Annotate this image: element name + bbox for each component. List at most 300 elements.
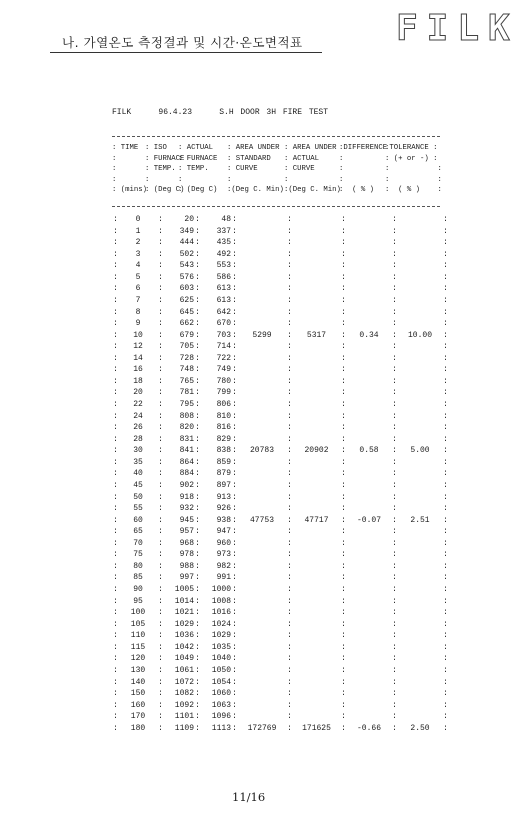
column-separator: : bbox=[113, 226, 118, 236]
column-separator: : bbox=[195, 342, 200, 352]
column-separator: : bbox=[195, 307, 200, 317]
table-cell bbox=[398, 468, 442, 480]
table-cell: 625 bbox=[179, 295, 194, 305]
table-cell: 838 bbox=[216, 446, 231, 456]
table-cell bbox=[238, 387, 286, 399]
column-separator: : bbox=[113, 342, 118, 352]
column-separator: : bbox=[158, 238, 163, 248]
column-separator: : bbox=[113, 434, 118, 444]
header-cell: : (mins) bbox=[112, 186, 148, 194]
column-separator: : bbox=[443, 319, 448, 329]
table-cell bbox=[347, 526, 391, 538]
column-separator: : bbox=[443, 677, 448, 687]
table-row bbox=[112, 399, 449, 411]
temperature-table bbox=[112, 214, 449, 734]
table-cell bbox=[293, 457, 340, 469]
table-cell: 1049 bbox=[174, 654, 194, 664]
table-cell bbox=[347, 307, 391, 319]
table-cell bbox=[347, 538, 391, 550]
table-cell: 4 bbox=[135, 261, 141, 271]
table-cell bbox=[293, 411, 340, 423]
table-cell: 502 bbox=[179, 249, 194, 259]
table-cell: 150 bbox=[130, 689, 146, 699]
table-cell: 670 bbox=[216, 319, 231, 329]
column-separator: : bbox=[287, 457, 292, 467]
table-cell: 1005 bbox=[174, 585, 194, 594]
table-cell bbox=[293, 249, 340, 261]
table-cell: 884 bbox=[179, 469, 194, 479]
column-separator: : bbox=[392, 723, 397, 733]
column-separator: : bbox=[113, 515, 118, 525]
column-separator: : bbox=[287, 504, 292, 514]
table-cell bbox=[347, 249, 391, 261]
table-cell: 22 bbox=[133, 400, 143, 409]
column-separator: : bbox=[158, 504, 163, 514]
table-cell bbox=[238, 526, 286, 538]
column-separator: : bbox=[392, 307, 397, 317]
table-cell: 5.00 bbox=[410, 446, 430, 456]
column-separator: : bbox=[287, 261, 292, 271]
table-row bbox=[112, 677, 449, 689]
column-separator: : bbox=[232, 434, 237, 444]
table-cell bbox=[347, 376, 391, 388]
table-cell: 45 bbox=[133, 480, 143, 490]
table-row bbox=[112, 364, 449, 376]
table-cell bbox=[293, 630, 340, 642]
column-separator: : bbox=[341, 550, 346, 560]
column-separator: : bbox=[287, 249, 292, 259]
column-separator: : bbox=[287, 689, 292, 699]
table-cell bbox=[293, 422, 340, 434]
column-separator: : bbox=[341, 423, 346, 433]
table-cell bbox=[293, 677, 340, 689]
column-separator: : bbox=[287, 723, 292, 733]
column-separator: : bbox=[113, 400, 118, 409]
table-cell: 926 bbox=[216, 504, 231, 514]
table-cell bbox=[398, 630, 442, 642]
table-cell bbox=[293, 711, 340, 723]
column-separator: : bbox=[341, 631, 346, 641]
column-separator: : bbox=[443, 550, 448, 560]
table-cell: 1000 bbox=[211, 585, 231, 594]
column-separator: : bbox=[392, 446, 397, 456]
table-cell: 957 bbox=[179, 527, 194, 537]
column-separator: : bbox=[341, 608, 346, 618]
table-cell: 5317 bbox=[306, 330, 327, 340]
table-cell: 810 bbox=[216, 411, 231, 421]
column-separator: : bbox=[232, 423, 237, 433]
column-separator: : bbox=[392, 538, 397, 548]
column-separator: : bbox=[392, 689, 397, 699]
column-separator: : bbox=[341, 272, 346, 282]
header-cell: : CURVE bbox=[227, 165, 258, 173]
table-cell: 968 bbox=[179, 538, 194, 548]
column-separator: : bbox=[443, 457, 448, 467]
column-separator: : bbox=[443, 295, 448, 305]
column-separator: : bbox=[287, 642, 292, 652]
column-separator: : bbox=[341, 573, 346, 583]
table-cell bbox=[238, 318, 286, 330]
column-separator: : bbox=[158, 307, 163, 317]
table-row bbox=[112, 445, 449, 457]
column-separator: : bbox=[232, 319, 237, 329]
table-cell: 18 bbox=[133, 376, 143, 386]
column-separator: : bbox=[232, 631, 237, 641]
table-row bbox=[112, 515, 449, 527]
header-cell: : ( % ) bbox=[339, 186, 375, 194]
column-separator: : bbox=[232, 400, 237, 409]
header-cell: : bbox=[339, 165, 344, 173]
table-cell: 60 bbox=[133, 515, 143, 525]
table-cell: -0.07 bbox=[356, 515, 381, 525]
table-cell: 1029 bbox=[174, 619, 194, 629]
column-separator: : bbox=[392, 434, 397, 444]
column-separator: : bbox=[113, 700, 118, 710]
column-separator: : bbox=[113, 307, 118, 317]
column-separator: : bbox=[195, 504, 200, 514]
table-cell: 1050 bbox=[211, 665, 231, 675]
table-cell: 0 bbox=[135, 215, 141, 224]
table-cell: 1072 bbox=[174, 677, 194, 687]
table-cell: 2 bbox=[135, 238, 141, 248]
table-cell: 75 bbox=[133, 550, 143, 560]
column-separator: : bbox=[287, 480, 292, 490]
column-separator: : bbox=[287, 492, 292, 502]
table-cell: 1040 bbox=[211, 654, 231, 664]
table-cell: 435 bbox=[216, 238, 231, 248]
column-separator: : bbox=[341, 538, 346, 548]
column-separator: : bbox=[287, 284, 292, 294]
column-separator: : bbox=[158, 376, 163, 386]
column-separator: : bbox=[443, 446, 448, 456]
column-separator: : bbox=[232, 272, 237, 282]
column-separator: : bbox=[392, 642, 397, 652]
table-cell: 1016 bbox=[211, 608, 231, 618]
table-cell: 841 bbox=[179, 446, 194, 456]
column-separator: : bbox=[392, 284, 397, 294]
column-separator: : bbox=[392, 596, 397, 606]
column-separator: : bbox=[195, 677, 200, 687]
column-separator: : bbox=[341, 585, 346, 594]
table-cell bbox=[293, 700, 340, 712]
table-cell: 171625 bbox=[302, 723, 331, 733]
column-separator: : bbox=[443, 434, 448, 444]
column-separator: : bbox=[232, 677, 237, 687]
table-cell: 7 bbox=[135, 295, 141, 305]
column-separator: : bbox=[113, 261, 118, 271]
table-cell bbox=[238, 283, 286, 295]
column-separator: : bbox=[392, 272, 397, 282]
table-cell: 722 bbox=[216, 353, 231, 363]
table-cell bbox=[293, 364, 340, 376]
table-cell: 30 bbox=[133, 446, 143, 456]
column-separator: : bbox=[113, 723, 118, 733]
column-separator: : bbox=[232, 446, 237, 456]
table-cell: 8 bbox=[135, 307, 141, 317]
column-separator: : bbox=[158, 677, 163, 687]
table-cell: 1096 bbox=[211, 712, 231, 722]
table-cell: 180 bbox=[130, 723, 146, 733]
table-cell: 829 bbox=[216, 434, 231, 444]
column-separator: : bbox=[232, 388, 237, 398]
table-cell: 918 bbox=[179, 492, 194, 502]
column-separator: : bbox=[341, 527, 346, 537]
column-separator: : bbox=[392, 677, 397, 687]
column-separator: : bbox=[443, 504, 448, 514]
column-separator: : bbox=[443, 330, 448, 340]
table-cell bbox=[293, 596, 340, 608]
table-cell bbox=[293, 468, 340, 480]
table-cell bbox=[398, 642, 442, 654]
column-separator: : bbox=[392, 527, 397, 537]
column-separator: : bbox=[113, 319, 118, 329]
column-separator: : bbox=[232, 504, 237, 514]
section-title: 나. 가열온도 측정결과 및 시간·온도면적표 bbox=[62, 35, 303, 50]
column-separator: : bbox=[232, 238, 237, 248]
table-row bbox=[112, 688, 449, 700]
column-separator: : bbox=[392, 631, 397, 641]
column-separator: : bbox=[158, 712, 163, 722]
table-cell bbox=[398, 318, 442, 330]
table-cell bbox=[238, 584, 286, 596]
table-cell bbox=[398, 526, 442, 538]
column-separator: : bbox=[113, 365, 118, 375]
table-cell bbox=[398, 249, 442, 261]
column-separator: : bbox=[113, 423, 118, 433]
table-row bbox=[112, 411, 449, 423]
table-cell bbox=[238, 653, 286, 665]
table-cell: 1060 bbox=[211, 689, 231, 699]
table-cell: 349 bbox=[179, 226, 194, 236]
table-cell: 714 bbox=[216, 342, 231, 352]
table-cell: 1021 bbox=[174, 608, 194, 618]
table-cell bbox=[398, 353, 442, 365]
table-row bbox=[112, 318, 449, 330]
column-separator: : bbox=[443, 527, 448, 537]
table-cell: -0.66 bbox=[356, 723, 381, 733]
header-cell: : ISO bbox=[145, 144, 167, 152]
column-separator: : bbox=[341, 677, 346, 687]
table-cell bbox=[398, 364, 442, 376]
table-cell bbox=[293, 376, 340, 388]
table-cell: 70 bbox=[133, 538, 143, 548]
column-separator: : bbox=[392, 550, 397, 560]
table-cell: 973 bbox=[216, 550, 231, 560]
column-separator: : bbox=[113, 561, 118, 571]
table-cell bbox=[398, 295, 442, 307]
table-cell bbox=[347, 561, 391, 573]
column-separator: : bbox=[158, 353, 163, 363]
column-separator: : bbox=[195, 411, 200, 421]
table-cell: 932 bbox=[179, 504, 194, 514]
table-cell bbox=[293, 492, 340, 504]
column-separator: : bbox=[158, 457, 163, 467]
column-separator: : bbox=[158, 400, 163, 409]
table-cell: 10.00 bbox=[407, 330, 432, 340]
column-separator: : bbox=[195, 457, 200, 467]
column-separator: : bbox=[443, 631, 448, 641]
table-row bbox=[112, 272, 449, 284]
table-cell bbox=[293, 480, 340, 492]
column-separator: : bbox=[158, 272, 163, 282]
table-cell bbox=[398, 492, 442, 504]
column-separator: : bbox=[195, 585, 200, 594]
table-cell: 105 bbox=[130, 619, 146, 629]
table-cell: 5299 bbox=[252, 330, 272, 340]
table-cell bbox=[398, 226, 442, 238]
table-cell bbox=[293, 561, 340, 573]
table-cell bbox=[398, 480, 442, 492]
column-separator: : bbox=[287, 515, 292, 525]
column-separator: : bbox=[113, 654, 118, 664]
column-separator: : bbox=[341, 307, 346, 317]
table-cell bbox=[347, 653, 391, 665]
column-separator: : bbox=[443, 226, 448, 236]
table-cell: 1014 bbox=[174, 596, 194, 606]
table-cell bbox=[398, 283, 442, 295]
column-separator: : bbox=[158, 573, 163, 583]
column-separator: : bbox=[158, 342, 163, 352]
table-cell bbox=[293, 688, 340, 700]
table-row bbox=[112, 584, 449, 596]
table-cell bbox=[347, 607, 391, 619]
table-cell: 613 bbox=[216, 295, 231, 305]
column-separator: : bbox=[287, 423, 292, 433]
table-cell bbox=[238, 538, 286, 550]
table-cell bbox=[347, 422, 391, 434]
table-row bbox=[112, 503, 449, 515]
column-separator: : bbox=[113, 272, 118, 282]
column-separator: : bbox=[341, 492, 346, 502]
table-cell: 902 bbox=[179, 480, 194, 490]
column-separator: : bbox=[232, 411, 237, 421]
table-cell bbox=[238, 422, 286, 434]
column-separator: : bbox=[392, 492, 397, 502]
table-cell bbox=[238, 596, 286, 608]
table-cell bbox=[238, 411, 286, 423]
column-separator: : bbox=[287, 561, 292, 571]
column-separator: : bbox=[443, 249, 448, 259]
column-separator: : bbox=[287, 608, 292, 618]
table-cell: 1061 bbox=[174, 665, 194, 675]
table-row bbox=[112, 307, 449, 319]
table-cell bbox=[347, 549, 391, 561]
column-separator: : bbox=[443, 654, 448, 664]
table-cell: 1109 bbox=[174, 723, 194, 733]
report-date: 96.4.23 bbox=[158, 108, 193, 117]
table-cell: 748 bbox=[179, 365, 194, 375]
column-separator: : bbox=[195, 573, 200, 583]
table-cell bbox=[398, 237, 442, 249]
header-cell: : bbox=[178, 175, 183, 184]
table-cell bbox=[293, 283, 340, 295]
column-separator: : bbox=[443, 376, 448, 386]
column-separator: : bbox=[287, 388, 292, 398]
table-cell bbox=[398, 607, 442, 619]
title-underline bbox=[50, 52, 322, 53]
column-separator: : bbox=[341, 400, 346, 409]
column-separator: : bbox=[341, 411, 346, 421]
column-separator: : bbox=[443, 619, 448, 629]
table-cell bbox=[347, 272, 391, 284]
table-cell: 879 bbox=[216, 469, 231, 479]
column-separator: : bbox=[232, 712, 237, 722]
column-separator: : bbox=[113, 480, 118, 490]
column-separator: : bbox=[158, 596, 163, 606]
table-cell: 662 bbox=[179, 319, 194, 329]
column-separator: : bbox=[341, 700, 346, 710]
column-separator: : bbox=[232, 342, 237, 352]
column-separator: : bbox=[392, 353, 397, 363]
column-separator: : bbox=[195, 319, 200, 329]
header-cell: : bbox=[145, 175, 150, 184]
table-cell: 1113 bbox=[211, 723, 231, 733]
column-separator: : bbox=[195, 538, 200, 548]
header-cell: : ( % ) : bbox=[385, 186, 442, 194]
table-row bbox=[112, 457, 449, 469]
table-cell bbox=[398, 572, 442, 584]
column-separator: : bbox=[232, 642, 237, 652]
column-separator: : bbox=[341, 342, 346, 352]
column-separator: : bbox=[232, 284, 237, 294]
column-separator: : bbox=[392, 665, 397, 675]
table-cell: 586 bbox=[216, 272, 231, 282]
column-separator: : bbox=[392, 423, 397, 433]
table-cell bbox=[347, 283, 391, 295]
column-separator: : bbox=[113, 585, 118, 594]
table-cell bbox=[293, 387, 340, 399]
column-separator: : bbox=[443, 700, 448, 710]
column-separator: : bbox=[195, 700, 200, 710]
column-separator: : bbox=[113, 215, 118, 224]
column-separator: : bbox=[158, 515, 163, 525]
table-cell bbox=[238, 214, 286, 226]
column-separator: : bbox=[113, 596, 118, 606]
column-separator: : bbox=[287, 353, 292, 363]
table-cell bbox=[347, 387, 391, 399]
header-cell: : STANDARD bbox=[227, 154, 271, 163]
table-cell bbox=[347, 584, 391, 596]
column-separator: : bbox=[195, 226, 200, 236]
column-separator: : bbox=[287, 215, 292, 224]
table-cell: 90 bbox=[133, 585, 143, 594]
column-separator: : bbox=[392, 365, 397, 375]
column-separator: : bbox=[341, 261, 346, 271]
column-separator: : bbox=[158, 608, 163, 618]
table-cell bbox=[347, 468, 391, 480]
table-cell: 0.34 bbox=[359, 330, 379, 340]
table-cell bbox=[398, 596, 442, 608]
column-separator: : bbox=[158, 480, 163, 490]
table-cell: 100 bbox=[130, 608, 146, 618]
column-separator: : bbox=[287, 550, 292, 560]
column-separator: : bbox=[443, 573, 448, 583]
column-separator: : bbox=[443, 689, 448, 699]
column-separator: : bbox=[232, 469, 237, 479]
column-separator: : bbox=[158, 585, 163, 594]
table-cell: 172769 bbox=[247, 723, 277, 733]
table-cell: 5 bbox=[135, 272, 141, 282]
table-cell: 14 bbox=[133, 353, 143, 363]
table-cell: 1054 bbox=[211, 677, 231, 687]
column-separator: : bbox=[392, 238, 397, 248]
header-cell: : : bbox=[385, 175, 442, 184]
table-cell bbox=[238, 376, 286, 388]
table-cell bbox=[347, 318, 391, 330]
column-separator: : bbox=[113, 550, 118, 560]
column-separator: : bbox=[287, 400, 292, 409]
table-row bbox=[112, 214, 449, 226]
